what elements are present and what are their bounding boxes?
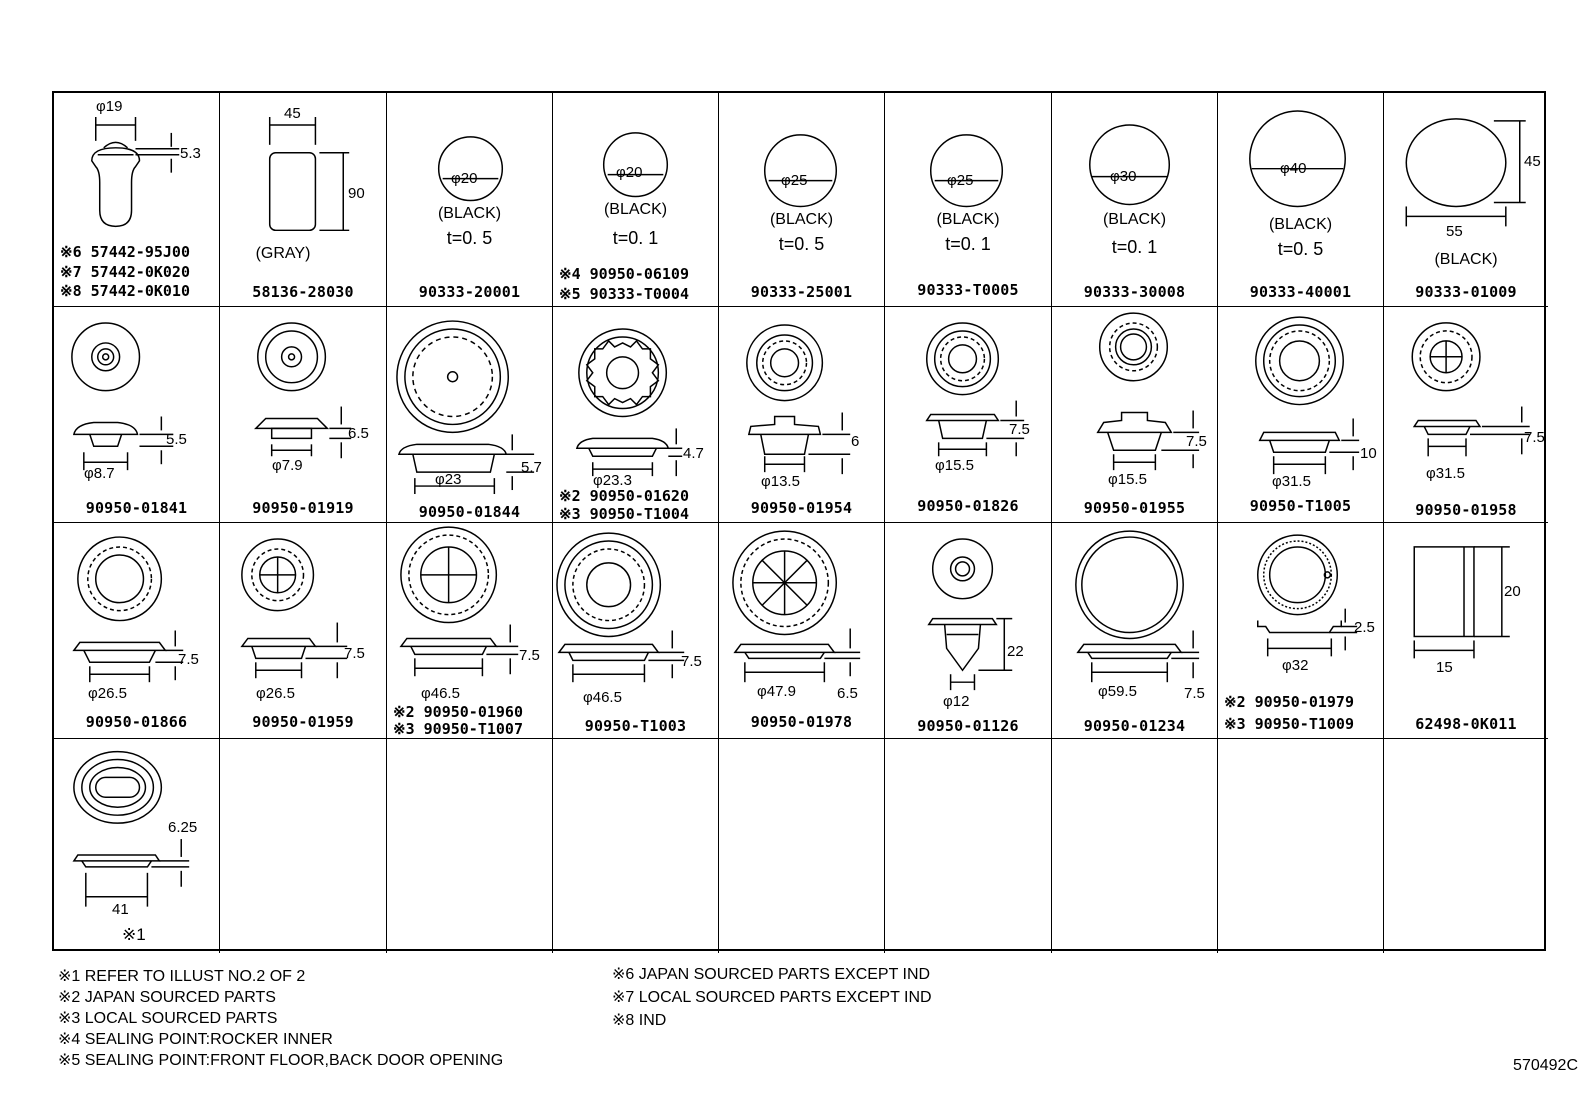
- dim-diameter: φ25: [947, 172, 974, 189]
- grommet-figure: [54, 523, 219, 738]
- dim-diameter: φ31.5: [1426, 465, 1465, 482]
- cell-18: [1384, 307, 1548, 523]
- cell-23: [719, 523, 885, 739]
- color-label: (GRAY): [255, 245, 311, 262]
- part-number: ※4 90950-06109: [559, 265, 689, 283]
- part-number: 90950-01958: [1415, 501, 1517, 519]
- empty-cell: [1218, 739, 1384, 953]
- part-number: 90333-01009: [1415, 283, 1517, 301]
- cell-22: [553, 523, 719, 739]
- cell-17: [1218, 307, 1384, 523]
- dim-diameter: φ8.7: [84, 465, 115, 482]
- grommet-figure: [387, 307, 552, 522]
- thickness-label: t=0. 5: [1277, 239, 1324, 259]
- cell-16: [1052, 307, 1218, 523]
- dim-height: 7.5: [1184, 685, 1205, 702]
- oval-grommet-figure: [54, 739, 219, 953]
- thickness-label: t=0. 1: [945, 234, 991, 254]
- part-number: ※3 90950-T1009: [1224, 715, 1354, 733]
- part-number: 90950-01954: [750, 499, 853, 517]
- grommet-figure: [1052, 523, 1217, 738]
- dim-height: 6.5: [837, 685, 858, 702]
- dim-height: 6.25: [168, 819, 198, 836]
- tape-figure: [1384, 523, 1548, 738]
- dim-diameter: φ25: [781, 172, 808, 189]
- part-number: 90950-01844: [418, 503, 521, 521]
- dim-diameter: φ7.9: [272, 457, 303, 474]
- cell-24: [885, 523, 1052, 739]
- dim-width: 45: [284, 105, 301, 122]
- dim-width: 15: [1436, 659, 1453, 676]
- dim-diameter: φ15.5: [935, 457, 974, 474]
- color-label: (BLACK): [603, 201, 668, 218]
- empty-cell: [553, 739, 719, 953]
- grommet-figure: [1384, 307, 1548, 522]
- part-number: 90333-40001: [1249, 283, 1352, 301]
- dim-height: 5.7: [521, 459, 542, 476]
- part-number: 90950-01826: [917, 497, 1019, 515]
- cell-11: [220, 307, 387, 523]
- color-label: (BLACK): [1268, 216, 1333, 233]
- part-number: 90950-01919: [252, 499, 354, 517]
- cell-8: [1218, 93, 1384, 307]
- dim-height: 90: [348, 185, 365, 202]
- dim-width: 41: [112, 901, 129, 918]
- disc-figure: [1052, 93, 1217, 306]
- part-number: 90333-25001: [750, 283, 853, 301]
- color-label: (BLACK): [769, 211, 834, 228]
- color-label: (BLACK): [1434, 251, 1498, 268]
- illustration-code: 570492C: [1513, 1057, 1578, 1074]
- cell-9: [1384, 93, 1548, 307]
- color-label: (BLACK): [1102, 211, 1167, 228]
- cell-13: [553, 307, 719, 523]
- part-number: ※8 57442-0K010: [60, 282, 190, 300]
- dim-diameter: φ26.5: [88, 685, 127, 702]
- dim-height: 5.5: [166, 431, 187, 448]
- dim-height: 7.5: [178, 651, 199, 668]
- parts-grid: [52, 91, 1546, 951]
- empty-cell: [1384, 739, 1548, 953]
- note: ※5 SEALING POINT:FRONT FLOOR,BACK DOOR OPENING: [58, 1052, 504, 1069]
- empty-cell: [1052, 739, 1218, 953]
- disc-figure: [1218, 93, 1383, 306]
- grommet-figure: [553, 523, 718, 738]
- dim-height: 20: [1504, 583, 1521, 600]
- cell-7: [1052, 93, 1218, 307]
- dim-diameter: φ13.5: [761, 473, 800, 490]
- dim-diameter: φ30: [1110, 168, 1137, 185]
- grommet-figure: [719, 307, 884, 522]
- dim-diameter: φ12: [943, 693, 970, 710]
- cell-10: [54, 307, 220, 523]
- grommet-figure: [220, 523, 386, 738]
- grommet-figure: [54, 307, 219, 522]
- dim-diameter: φ46.5: [421, 685, 460, 702]
- part-number: ※7 57442-0K020: [60, 263, 190, 281]
- disc-figure: [387, 93, 552, 306]
- part-number: ※5 90333-T0004: [559, 285, 689, 303]
- part-number: ※6 57442-95J00: [60, 243, 190, 261]
- note: ※6 JAPAN SOURCED PARTS EXCEPT IND: [612, 966, 931, 983]
- dim-height: 22: [1007, 643, 1024, 660]
- dim-diameter: φ20: [616, 164, 643, 181]
- oval-plug-figure: [1384, 93, 1548, 306]
- cell-15: [885, 307, 1052, 523]
- disc-figure: [885, 93, 1051, 306]
- part-number: ※2 90950-01979: [1224, 693, 1354, 711]
- dim-diameter: φ19: [96, 98, 123, 115]
- note: ※2 JAPAN SOURCED PARTS: [58, 989, 276, 1006]
- dim-height: 6: [851, 433, 860, 450]
- dim-diameter: φ23: [435, 471, 462, 488]
- part-number: 90333-30008: [1083, 283, 1186, 301]
- part-number: 62498-0K011: [1415, 715, 1517, 733]
- dim-diameter: φ47.9: [757, 683, 796, 700]
- note: ※8 IND: [612, 1012, 667, 1029]
- part-number: 58136-28030: [252, 283, 354, 301]
- cell-4: [553, 93, 719, 307]
- cell-2: [220, 93, 387, 307]
- note: ※7 LOCAL SOURCED PARTS EXCEPT IND: [612, 989, 932, 1006]
- thickness-label: t=0. 5: [446, 228, 493, 248]
- thickness-label: t=0. 1: [612, 228, 659, 248]
- cell-3: [387, 93, 553, 307]
- empty-cell: [719, 739, 885, 953]
- part-number: 90950-T1003: [584, 717, 687, 735]
- part-number: 90950-01234: [1083, 717, 1186, 735]
- empty-cell: [220, 739, 387, 953]
- part-number: ※2 90950-01620: [559, 487, 689, 505]
- cell-12: [387, 307, 553, 523]
- grommet-figure: [220, 307, 386, 522]
- part-number: 90950-01978: [750, 713, 853, 731]
- dim-height: 5.3: [180, 145, 201, 162]
- notes-right: [612, 963, 932, 1032]
- part-number: 90950-01866: [85, 713, 188, 731]
- dim-height: 6.5: [348, 425, 369, 442]
- note: ※3 LOCAL SOURCED PARTS: [58, 1010, 278, 1027]
- note: ※4 SEALING POINT:ROCKER INNER: [58, 1031, 333, 1048]
- part-number: 90333-T0005: [917, 281, 1019, 299]
- grommet-figure: [885, 307, 1051, 522]
- dim-diameter: φ20: [451, 170, 478, 187]
- thickness-label: t=0. 1: [1111, 237, 1158, 257]
- color-label: (BLACK): [437, 205, 502, 222]
- part-number: 90333-20001: [418, 283, 521, 301]
- dim-diameter: φ40: [1280, 160, 1307, 177]
- dim-diameter: φ23.3: [593, 472, 632, 489]
- dim-diameter: φ59.5: [1098, 683, 1137, 700]
- grommet-figure: [719, 523, 884, 738]
- cell-14: [719, 307, 885, 523]
- cell-5: [719, 93, 885, 307]
- dim-height: 10: [1360, 445, 1377, 462]
- cell-6: [885, 93, 1052, 307]
- dim-diameter: φ31.5: [1272, 473, 1311, 490]
- dim-diameter: φ15.5: [1108, 471, 1147, 488]
- cell-27: [1384, 523, 1548, 739]
- part-number: 90950-01841: [85, 499, 188, 517]
- dim-height: 7.5: [1009, 421, 1030, 438]
- dim-height: 7.5: [1186, 433, 1207, 450]
- part-number: ※3 90950-T1007: [393, 720, 523, 738]
- note: ※1 REFER TO ILLUST NO.2 OF 2: [58, 968, 306, 985]
- cell-28: [54, 739, 220, 953]
- grommet-figure: [1052, 307, 1217, 522]
- part-number: ※2 90950-01960: [393, 703, 523, 721]
- part-number: 90950-T1005: [1249, 497, 1352, 515]
- dim-height: 7.5: [1524, 429, 1545, 446]
- empty-cell: [885, 739, 1052, 953]
- cell-19: [54, 523, 220, 739]
- thickness-label: t=0. 5: [778, 234, 825, 254]
- cell-21: [387, 523, 553, 739]
- dim-width: 55: [1446, 223, 1463, 240]
- part-number: 90950-01959: [252, 713, 354, 731]
- cell-1: [54, 93, 220, 307]
- dim-height: 7.5: [519, 647, 540, 664]
- cell-20: [220, 523, 387, 739]
- part-number: 90950-01126: [917, 717, 1019, 735]
- part-number: 90950-01955: [1083, 499, 1186, 517]
- disc-figure: [719, 93, 884, 306]
- dim-diameter: φ32: [1282, 657, 1309, 674]
- dim-height: 45: [1524, 153, 1541, 170]
- dim-height: 7.5: [344, 645, 365, 662]
- dim-diameter: φ26.5: [256, 685, 295, 702]
- cell-25: [1052, 523, 1218, 739]
- dim-height: 4.7: [683, 445, 704, 462]
- dim-height: 7.5: [681, 653, 702, 670]
- notes-left: [58, 966, 503, 1071]
- color-label: (BLACK): [936, 211, 1000, 228]
- reference-mark: ※1: [122, 925, 146, 944]
- dim-diameter: φ46.5: [583, 689, 622, 706]
- part-number: ※3 90950-T1004: [559, 505, 689, 523]
- dim-height: 2.5: [1354, 619, 1375, 636]
- empty-cell: [387, 739, 553, 953]
- cell-26: [1218, 523, 1384, 739]
